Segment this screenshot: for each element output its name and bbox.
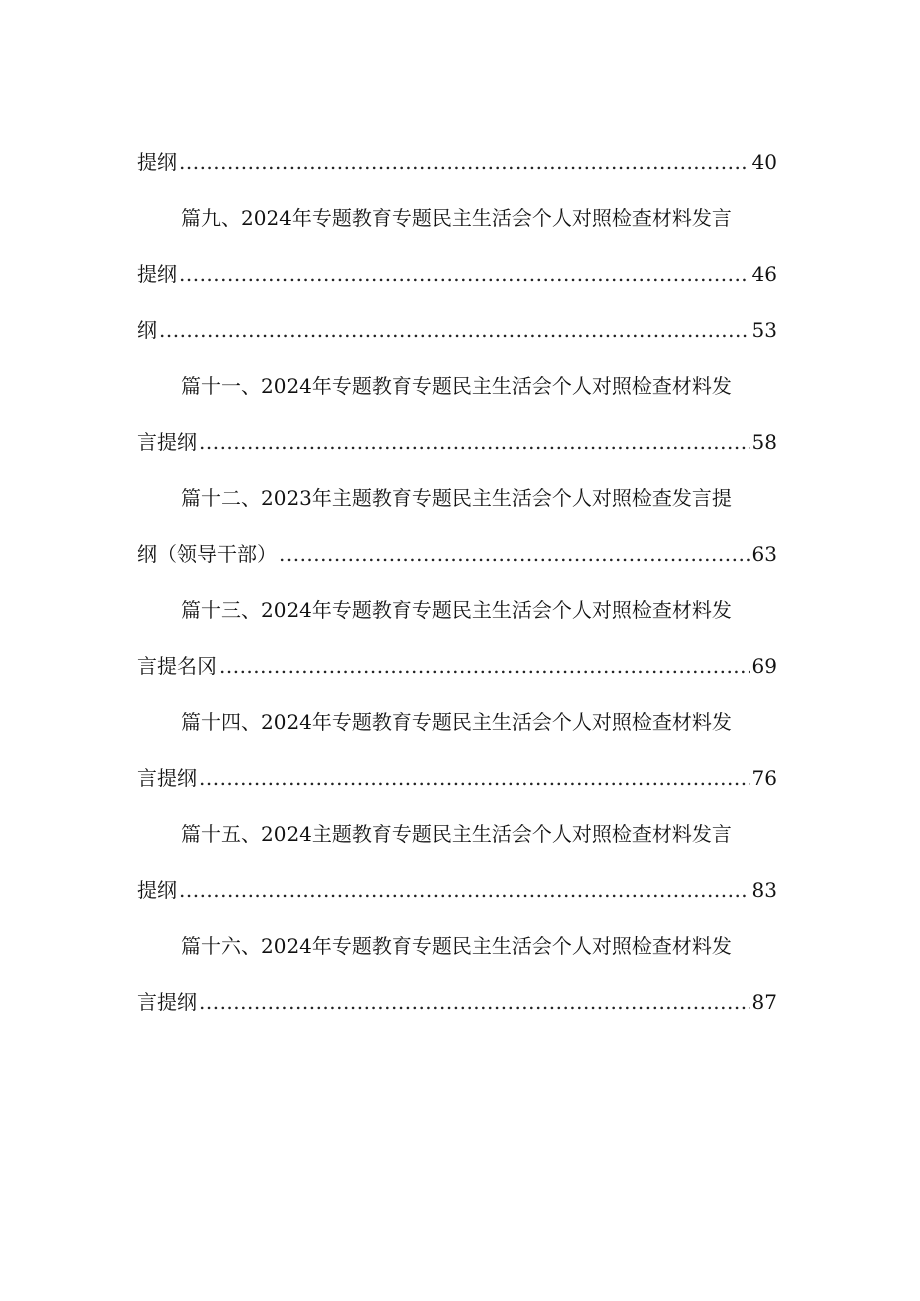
toc-entry[interactable] xyxy=(137,878,777,902)
toc-entry-text: 提纲 xyxy=(137,878,177,902)
toc-page-number: 76 xyxy=(751,766,777,790)
dot-leader xyxy=(279,542,750,566)
toc-entry-text: 提纲 xyxy=(137,262,177,286)
dot-leader xyxy=(199,766,750,790)
toc-entry[interactable] xyxy=(137,150,777,174)
toc-heading[interactable]: 篇十五、2024主题教育专题民主生活会个人对照检查材料发言 xyxy=(181,822,732,846)
toc-page-number: 69 xyxy=(751,654,777,678)
dot-leader xyxy=(159,318,750,342)
dot-leader xyxy=(199,990,750,1014)
toc-page-number: 58 xyxy=(751,430,777,454)
toc-heading[interactable]: 篇九、2024年专题教育专题民主生活会个人对照检查材料发言 xyxy=(181,206,732,230)
toc-entry-text: 提纲 xyxy=(137,150,177,174)
toc-entry[interactable] xyxy=(137,430,777,454)
toc-entry-text: 言提纲 xyxy=(137,990,197,1014)
toc-page-number: 53 xyxy=(751,318,777,342)
toc-entry[interactable] xyxy=(137,990,777,1014)
toc-entry[interactable] xyxy=(137,262,777,286)
dot-leader xyxy=(199,430,750,454)
toc-page-number: 83 xyxy=(751,878,777,902)
toc-page-number: 63 xyxy=(751,542,777,566)
toc-entry[interactable] xyxy=(137,766,777,790)
toc-entry[interactable] xyxy=(137,318,777,342)
toc-heading[interactable]: 篇十六、2024年专题教育专题民主生活会个人对照检查材料发 xyxy=(181,934,732,958)
toc-heading[interactable]: 篇十一、2024年专题教育专题民主生活会个人对照检查材料发 xyxy=(181,374,732,398)
toc-entry[interactable] xyxy=(137,654,777,678)
toc-page-number: 40 xyxy=(751,150,777,174)
dot-leader xyxy=(219,654,750,678)
dot-leader xyxy=(179,262,750,286)
toc-entry[interactable] xyxy=(137,542,777,566)
toc-entry-text: 言提纲 xyxy=(137,766,197,790)
dot-leader xyxy=(179,150,750,174)
toc-entry-text: 纲（领导干部） xyxy=(137,542,277,566)
toc-entry-text: 言提名冈 xyxy=(137,654,217,678)
toc-entry-text: 纲 xyxy=(137,318,157,342)
toc-entry-text: 言提纲 xyxy=(137,430,197,454)
dot-leader xyxy=(179,878,750,902)
toc-heading[interactable]: 篇十四、2024年专题教育专题民主生活会个人对照检查材料发 xyxy=(181,710,732,734)
toc-page-number: 46 xyxy=(751,262,777,286)
toc-page-number: 87 xyxy=(751,990,777,1014)
toc-heading[interactable]: 篇十三、2024年专题教育专题民主生活会个人对照检查材料发 xyxy=(181,598,732,622)
toc-heading[interactable]: 篇十二、2023年主题教育专题民主生活会个人对照检查发言提 xyxy=(181,486,732,510)
